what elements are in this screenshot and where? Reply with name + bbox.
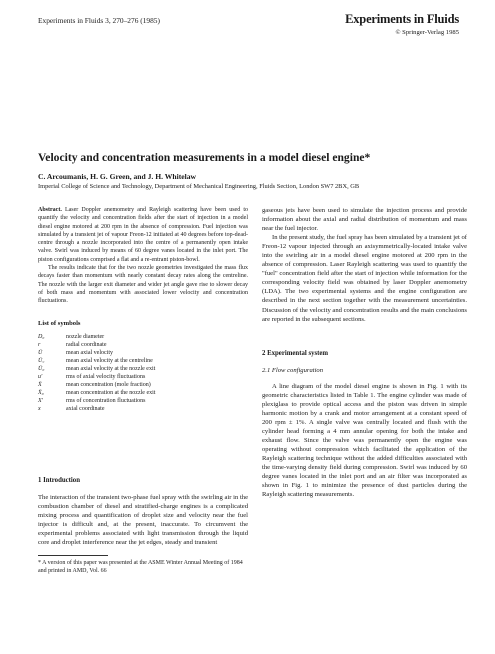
symbol-row: [38, 397, 155, 405]
symbol: Ū꜀: [38, 357, 45, 364]
symbol: u′: [38, 373, 43, 380]
abstract-text: Laser Doppler anemometry and Rayleigh scattering have been used to quantify the velocity and concentration fields after the start of injection in a model diesel engine motored at 200 rpm in the absence of compression. Fuel injection was simulated by a transient jet of vapour Freon-12 initiated at 40 degrees before top-dead-centre through a nozzle incorporated into the centre of a permanently open intake valve. Swirl was induced by means of 60 degree vanes located in the inlet port. The piston configurations comprised a flat and a re-entrant piston-bowl.: [38, 207, 248, 263]
author-affiliation: Imperial College of Science and Technology, Department of Mechanical Engineering, Fluids Section, London SW7 2BX, GB: [38, 183, 360, 190]
symbol-row: [38, 405, 155, 413]
symbol-row: [38, 389, 155, 397]
introduction-paragraph: The interaction of the transient two-phase fuel spray with the swirling air in the combustion chamber of diesel and stratified-charge engines is a complicated mixing process and quantification of droplet size and velocity near the fuel injector is difficult and, at the present, inaccurate. To circumvent the experimental problems associated with light transmission through the liquid core and droplet interference near the jet edges, steady and transient: [38, 493, 248, 546]
symbol-description: nozzle diameter: [66, 333, 105, 340]
copyright-notice: © Springer-Verlag 1985: [395, 29, 459, 36]
paper-title: Velocity and concentration measurements in a model diesel engine*: [38, 151, 371, 164]
subsection-heading: 2.1 Flow configuration: [262, 366, 323, 374]
symbol: x: [38, 405, 41, 412]
symbol-description: mean concentration (mole fraction): [66, 381, 151, 388]
symbol-description: mean axial velocity: [66, 349, 113, 356]
section-2-heading: 2 Experimental system: [262, 349, 329, 357]
introduction-heading: 1 Introduction: [38, 476, 80, 484]
body-paragraph: A line diagram of the model diesel engine is shown in Fig. 1 with its geometric characteristics listed in Table 1. The engine cylinder was made of plexiglass to provide optical access and the piston was driven in simple harmonic motion by a crank and motor arrangement at a constant speed of 200 rpm ± 1%. A single valve was centrally located and flush with the cylinder head forming a 4 mm annular opening for both the intake and exhaust flow. Since the valve was permanently open the engine was operating without compression which facilitated the application of the Rayleigh scattering technique without the added difficulties associated with the time-varying density field during compression. Swirl was induced by 60 degree vanes located in the inlet port and an air filter was incorporated as shown in Fig. 1 to minimize the presence of dust particles during the Rayleigh scattering measurements.: [262, 382, 467, 499]
right-column: [262, 206, 467, 499]
symbol: D₀: [38, 333, 45, 340]
symbol-description: mean axial velocity at the centreline: [66, 357, 153, 364]
journal-citation: Experiments in Fluids 3, 270–276 (1985): [38, 16, 160, 25]
body-paragraph: In the present study, the fuel spray has been simulated by a transient jet of Freon-12 vapour injected through an axisymmetrically-located intake valve into the swirling air in a model diesel engine motored at 200 rpm in the absence of compression. Laser Rayleigh scattering was used to quantify the "fuel" concentration field after the start of injection while information for the corresponding velocity field was obtained by laser Doppler anemometry (LDA). The two experimental systems and the engine configuration are described in the next section together with the measurement uncertainties. Discussion of the velocity and concentration results and the main conclusions are reported in the subsequent sections.: [262, 234, 467, 323]
abstract-label: Abstract.: [38, 207, 62, 213]
symbol-row: [38, 333, 155, 341]
journal-logo: Experiments in Fluids: [345, 12, 459, 26]
left-column: [38, 206, 248, 575]
symbol-description: mean concentration at the nozzle exit: [66, 389, 156, 396]
symbol-description: axial coordinate: [66, 405, 105, 412]
symbol-description: rms of concentration fluctuations: [66, 397, 146, 404]
symbols-table: [38, 333, 155, 413]
abstract-paragraph-2: The results indicate that for the two nozzle geometries investigated the mass flux decays faster than momentum with nearly constant decay rates along the centreline. The nozzle with the larger exit diameter and wider jet angle gave rise to slower decay of both mass and momentum with associated lower velocity and concentration fluctuations.: [38, 265, 248, 305]
abstract-paragraph: [38, 206, 248, 264]
symbol: Ū: [38, 349, 43, 356]
symbol-row: [38, 381, 155, 389]
footnote: * A version of this paper was presented at the ASME Winter Annual Meeting of 1984 and printed in AMD, Vol. 66: [38, 559, 243, 574]
symbol-description: rms of axial velocity fluctuations: [66, 373, 146, 380]
body-paragraph: gaseous jets have been used to simulate the injection process and provide information about the axial and radial distribution of momentum and mass near the fuel injector.: [262, 207, 467, 233]
symbols-heading: List of symbols: [38, 319, 81, 327]
symbol: Ū₀: [38, 365, 45, 372]
symbol-row: [38, 349, 155, 357]
symbol: X̄: [38, 381, 42, 388]
symbol-description: mean axial velocity at the nozzle exit: [66, 365, 156, 372]
author-list: C. Arcoumanis, H. G. Green, and J. H. Whitelaw: [38, 172, 197, 181]
symbol-description: radial coordinate: [66, 341, 107, 348]
symbol: X̄₀: [38, 389, 44, 396]
symbol: r: [38, 341, 41, 348]
symbol-row: [38, 365, 155, 373]
symbol-row: [38, 373, 155, 381]
symbol-row: [38, 357, 155, 365]
footnote-rule: [38, 555, 108, 556]
symbol: X′: [38, 397, 43, 404]
symbol-row: [38, 341, 155, 349]
